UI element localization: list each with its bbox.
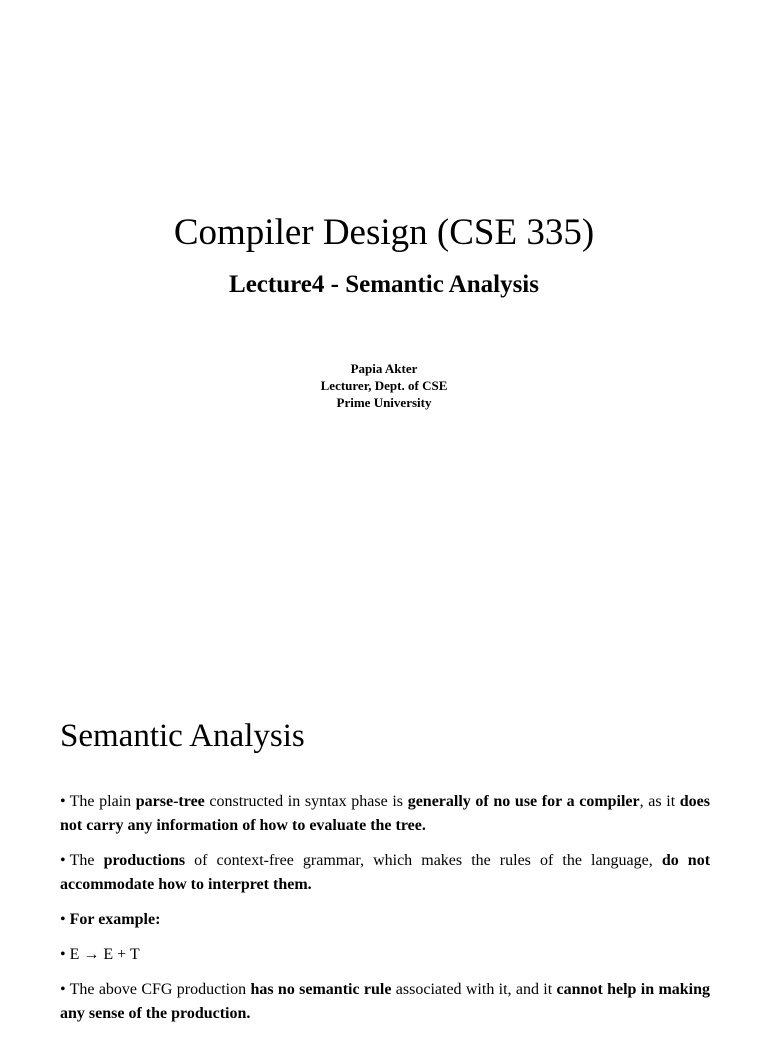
bullet-glyph: • [60, 793, 66, 810]
bullet-text: parse-tree [135, 793, 205, 810]
author-name: Papia Akter [350, 361, 418, 376]
bullet-text: productions [103, 852, 186, 869]
bullet-item [60, 943, 710, 967]
bullet-item [60, 978, 710, 1026]
bullet-glyph: • [60, 946, 66, 963]
bullet-text: The above CFG production [69, 981, 251, 998]
bullet-item [60, 908, 710, 932]
bullet-text: of context-free grammar, which makes the rules of the language, [185, 852, 662, 869]
author-role: Lecturer, Dept. of CSE [320, 378, 448, 393]
bullet-text: constructed in syntax phase is [204, 793, 408, 810]
author-block [0, 360, 768, 411]
content-slide [0, 660, 768, 1024]
bullet-text: do not accommodate how to interpret them. [60, 852, 711, 893]
course-title: Compiler Design (CSE 335) [173, 212, 595, 253]
bullet-glyph: • [60, 981, 66, 998]
slide-heading: Semantic Analysis [60, 718, 305, 754]
lecture-subtitle: Lecture4 - Semantic Analysis [229, 271, 539, 298]
bullet-item [60, 849, 710, 897]
bullet-text: cannot help in making any sense of the production. [60, 981, 711, 1022]
bullet-text: generally of no use for a compiler [407, 793, 640, 810]
bullet-text: does not carry any information of how to evaluate the tree. [60, 793, 711, 834]
bullet-text: associated with it, and it [391, 981, 557, 998]
bullet-glyph: • [60, 852, 66, 869]
bullet-list [60, 790, 710, 1037]
bullet-text: , as it [639, 793, 680, 810]
bullet-item [60, 790, 710, 838]
author-institution: Prime University [336, 395, 432, 410]
bullet-text: The [69, 852, 104, 869]
bullet-text: For example: [69, 911, 161, 928]
bullet-text: The plain [69, 793, 136, 810]
bullet-glyph: • [60, 911, 66, 928]
bullet-text: has no semantic rule [250, 981, 392, 998]
bullet-text: E → E + T [69, 946, 140, 963]
